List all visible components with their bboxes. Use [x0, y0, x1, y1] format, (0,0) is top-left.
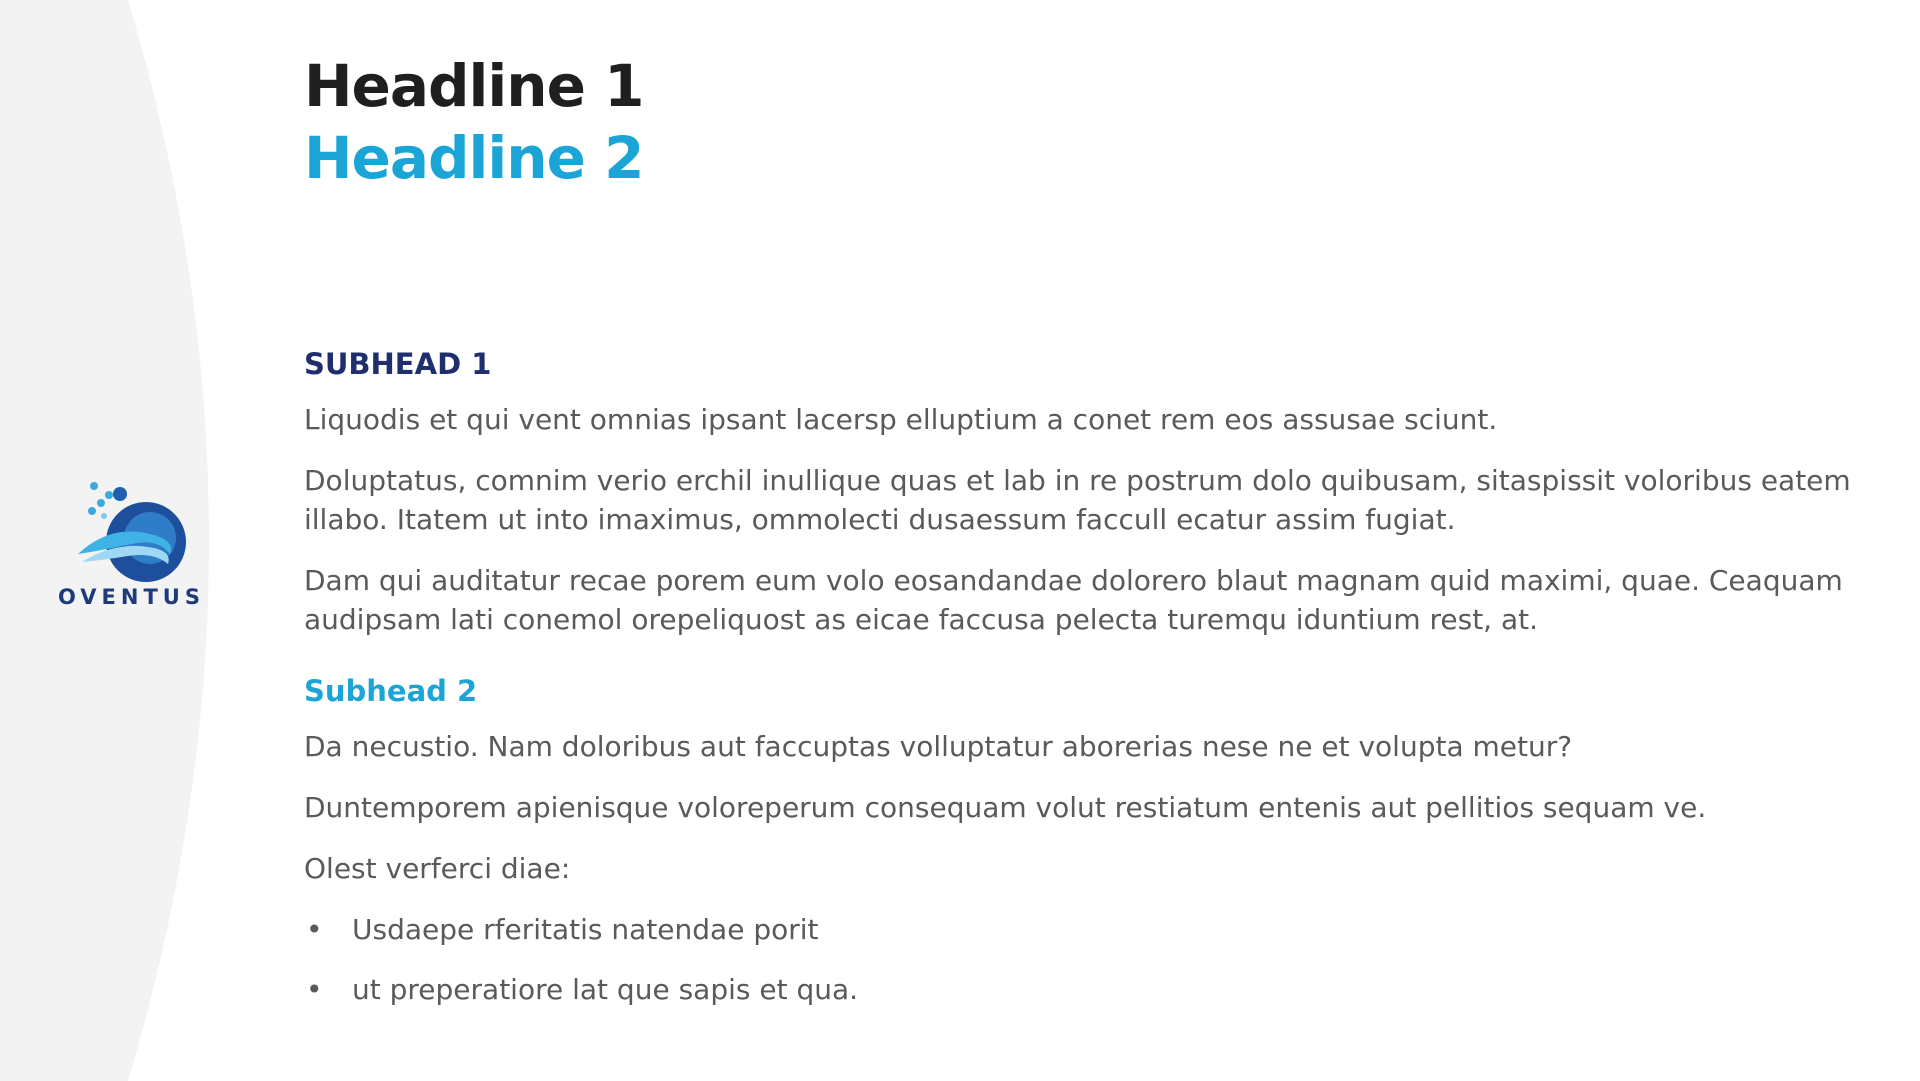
list-item — [304, 970, 1864, 1009]
section2-paragraph-2: Duntemporem apienisque voloreperum consequam volut restiatum entenis aut pellitios sequam ve. — [304, 791, 1707, 824]
content-area — [304, 50, 1864, 1030]
headline-1: Headline 1 — [304, 52, 644, 120]
bullet-icon: • — [306, 973, 323, 1006]
section2-paragraph-3: Olest verferci diae: — [304, 852, 571, 885]
bullet-list — [304, 910, 1864, 1009]
section1-paragraph-2: Doluptatus, comnim verio erchil inullique quas et lab in re postrum dolo quibusam, sitaspissit voloribus eatem illabo. Itatem ut into imaximus, ommolecti dusaessum faccull ecatur assim fugiat. — [304, 464, 1851, 536]
subhead-2: Subhead 2 — [304, 674, 478, 708]
bullet-icon: • — [306, 913, 323, 946]
logo-wordmark: OVENTUS — [58, 585, 205, 609]
section2-paragraph-1: Da necustio. Nam doloribus aut faccuptas volluptatur aborerias nese ne et volupta metur? — [304, 730, 1573, 763]
section1-paragraph-3: Dam qui auditatur recae porem eum volo eosandandae dolorero blaut magnam quid maximi, quae. Ceaquam audipsam lati conemol orepeliquost as eicae faccusa pelecta turemqu iduntium rest, at. — [304, 564, 1843, 636]
headline-2: Headline 2 — [304, 124, 644, 192]
section1-paragraph-1: Liquodis et qui vent omnias ipsant lacersp elluptium a conet rem eos assusae sciunt. — [304, 403, 1498, 436]
list-item — [304, 910, 1864, 949]
list-item-text: Usdaepe rferitatis natendae porit — [352, 913, 819, 946]
subhead-1: SUBHEAD 1 — [304, 347, 492, 381]
list-item-text: ut preperatiore lat que sapis et qua. — [352, 973, 859, 1006]
